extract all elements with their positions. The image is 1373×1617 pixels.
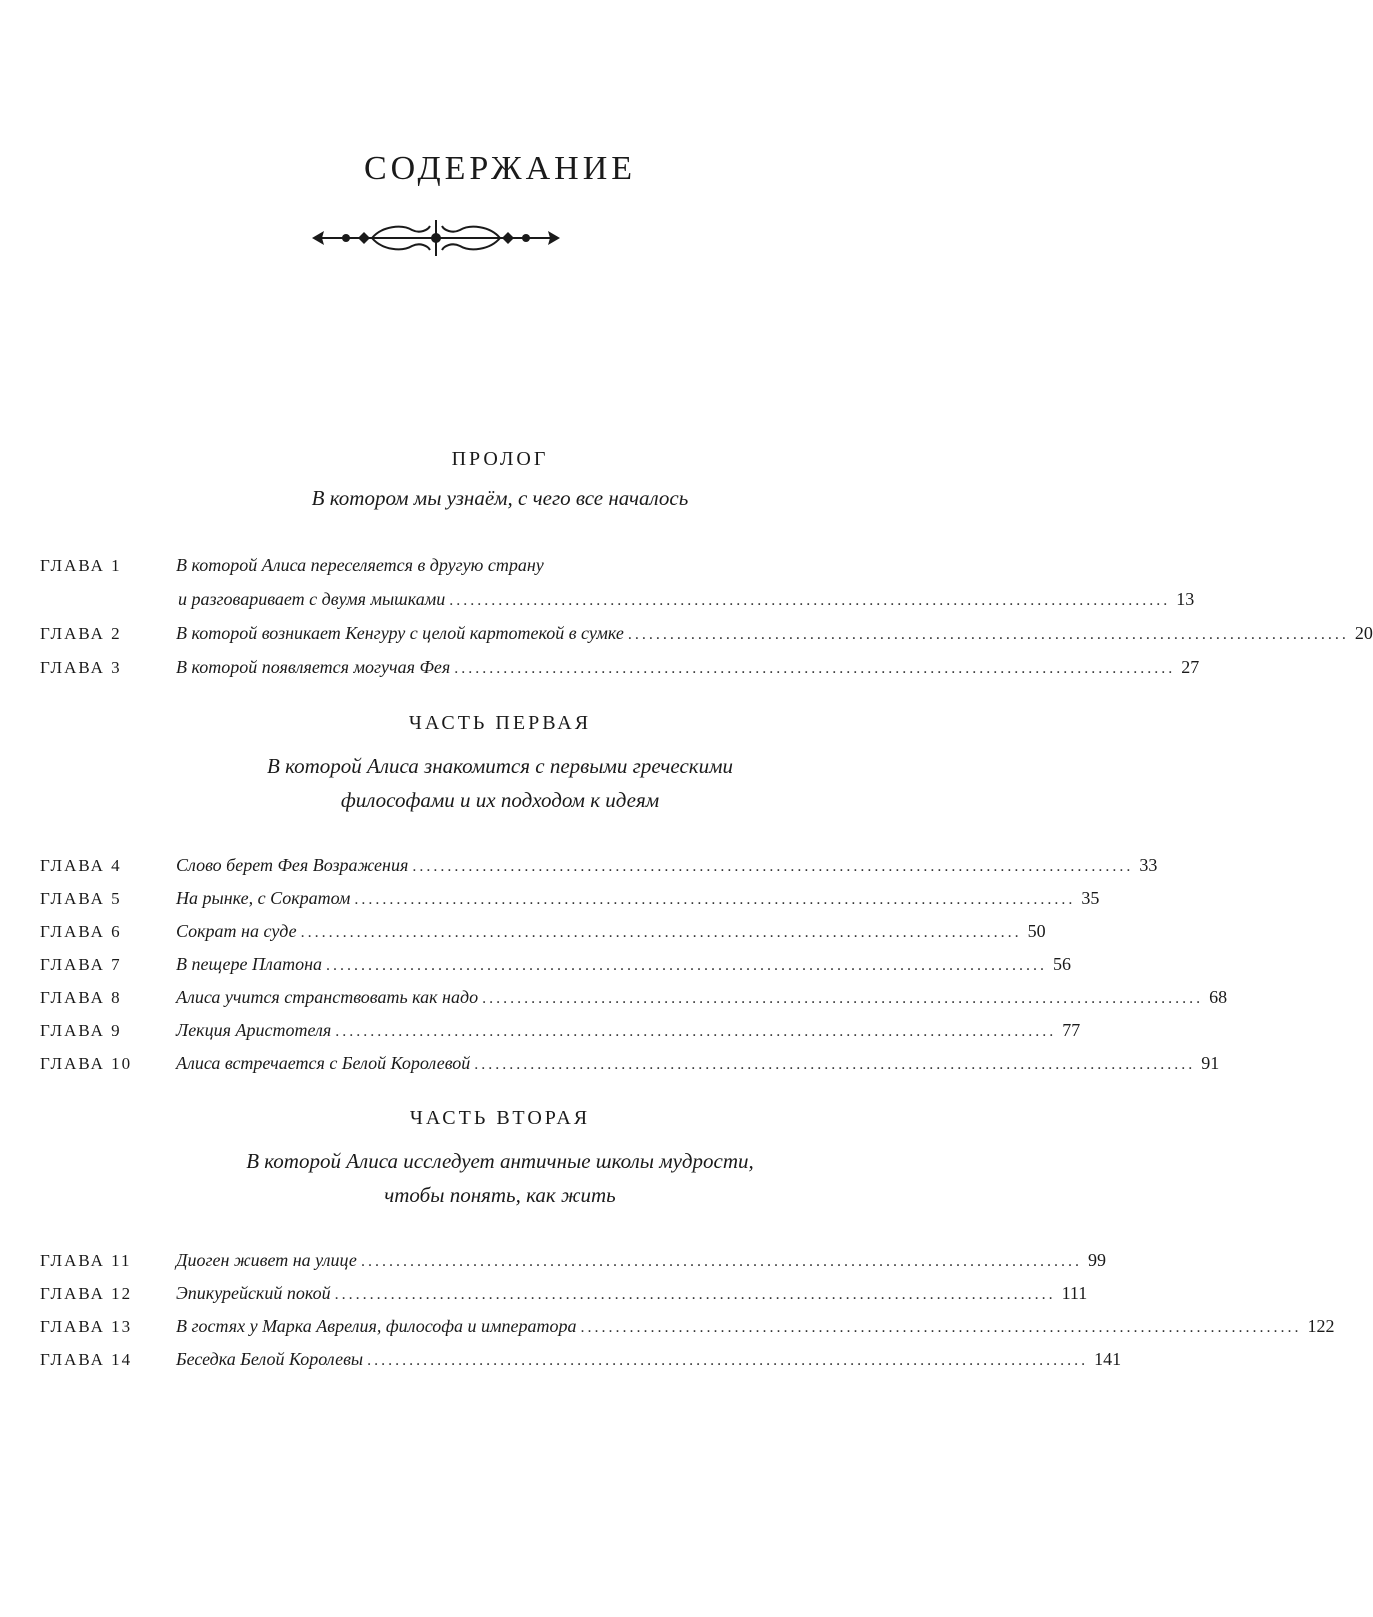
leader-dots: ....................................................................................................... [627, 626, 1349, 643]
chapter-label: ГЛАВА 10 [40, 1054, 133, 1073]
ornament-divider [312, 216, 560, 260]
toc-row-chapter-13[interactable] [40, 1309, 1335, 1337]
chapter-title: Диоген живет на улице [176, 1250, 357, 1270]
page-number: 35 [1081, 888, 1100, 908]
toc-row-chapter-4[interactable] [40, 848, 1158, 876]
chapter-label: ГЛАВА 7 [40, 955, 122, 974]
chapter-title: Слово берет Фея Возражения [176, 855, 409, 875]
leader-dots: ....................................................................................................... [474, 1056, 1196, 1073]
chapter-title: Алиса встречается с Белой Королевой [176, 1053, 471, 1073]
page-number: 111 [1061, 1283, 1088, 1303]
chapter-title: В гостях у Марка Аврелия, философа и императора [176, 1316, 577, 1336]
chapter-title: В которой появляется могучая Фея [176, 657, 451, 677]
toc-row-chapter-14[interactable] [40, 1342, 1122, 1370]
prologue-subtitle: В котором мы узнаём, с чего все началось [311, 486, 689, 510]
page-title: СОДЕРЖАНИЕ [363, 150, 637, 187]
page-number: 122 [1307, 1316, 1335, 1336]
part2-subtitle-line1: В которой Алиса исследует античные школы мудрости, [246, 1149, 754, 1173]
page-number: 77 [1062, 1020, 1081, 1040]
page-number: 20 [1354, 623, 1373, 643]
toc-row-chapter-5[interactable] [40, 881, 1100, 909]
chapter-title: В которой Алиса переселяется в другую страну [176, 555, 544, 575]
toc-row-chapter-1-cont[interactable] [178, 582, 1195, 610]
leader-dots: ....................................................................................................... [326, 957, 1047, 974]
chapter-title-cont: и разговаривает с двумя мышками [178, 589, 446, 609]
part2-title: ЧАСТЬ ВТОРАЯ [409, 1107, 591, 1129]
leader-dots: ....................................................................................................... [335, 1023, 1057, 1040]
page-number: 91 [1201, 1053, 1220, 1073]
leader-dots: ....................................................................................................... [454, 660, 1176, 677]
leader-dots: ....................................................................................................... [412, 858, 1134, 875]
chapter-label: ГЛАВА 4 [40, 856, 122, 875]
chapter-title: Беседка Белой Королевы [176, 1349, 364, 1369]
prologue-title: ПРОЛОГ [451, 448, 549, 470]
page-number: 99 [1087, 1250, 1106, 1270]
toc-row-chapter-8[interactable] [40, 980, 1228, 1008]
page-number: 27 [1181, 657, 1200, 677]
chapter-label: ГЛАВА 6 [40, 922, 122, 941]
chapter-label: ГЛАВА 2 [40, 624, 122, 643]
part1-subtitle-line1: В которой Алиса знакомится с первыми греческими [267, 754, 733, 778]
part2-subtitle-line2: чтобы понять, как жить [384, 1183, 616, 1207]
leader-dots: ....................................................................................................... [354, 891, 1076, 908]
leader-dots: ....................................................................................................... [334, 1286, 1056, 1303]
toc-row-chapter-2[interactable] [40, 616, 1373, 644]
toc-row-chapter-3[interactable] [40, 650, 1200, 678]
toc-row-chapter-10[interactable] [40, 1046, 1220, 1074]
chapter-label: ГЛАВА 11 [40, 1251, 132, 1270]
chapter-label: ГЛАВА 14 [40, 1350, 133, 1369]
leader-dots: ....................................................................................................... [300, 924, 1022, 941]
page-number: 141 [1094, 1349, 1122, 1369]
chapter-label: ГЛАВА 5 [40, 889, 122, 908]
toc-row-chapter-9[interactable] [40, 1013, 1081, 1041]
page-number: 50 [1027, 921, 1046, 941]
prologue-heading [0, 448, 1000, 515]
page-number: 56 [1053, 954, 1071, 974]
chapter-label: ГЛАВА 1 [40, 556, 122, 575]
chapter-label: ГЛАВА 9 [40, 1021, 122, 1040]
leader-dots: ....................................................................................................... [360, 1253, 1082, 1270]
chapter-title: Алиса учится странствовать как надо [176, 987, 479, 1007]
leader-dots: ....................................................................................................... [482, 990, 1204, 1007]
toc-row-chapter-11[interactable] [40, 1243, 1106, 1271]
toc-row-chapter-1[interactable] [40, 548, 826, 576]
chapter-label: ГЛАВА 12 [40, 1284, 133, 1303]
toc-row-chapter-12[interactable] [40, 1276, 1088, 1304]
part1-title: ЧАСТЬ ПЕРВАЯ [408, 712, 592, 734]
chapter-label: ГЛАВА 13 [40, 1317, 133, 1336]
page-number: 68 [1209, 987, 1228, 1007]
chapter-title: Эпикурейский покой [176, 1283, 331, 1303]
chapter-title: На рынке, с Сократом [176, 888, 351, 908]
chapter-title: Лекция Аристотеля [176, 1020, 332, 1040]
page-number: 13 [1176, 589, 1195, 609]
leader-dots: ....................................................................................................... [580, 1319, 1302, 1336]
toc-row-chapter-6[interactable] [40, 914, 1046, 942]
page-number: 33 [1139, 855, 1158, 875]
part2-heading [0, 1107, 1000, 1212]
part1-subtitle-line2: философами и их подходом к идеям [340, 788, 660, 812]
part1-heading [0, 712, 1000, 817]
chapter-title: Сократ на суде [176, 921, 297, 941]
chapter-label: ГЛАВА 3 [40, 658, 122, 677]
leader-dots: ....................................................................................................... [367, 1352, 1089, 1369]
chapter-title: В пещере Платона [176, 954, 322, 974]
chapter-title: В которой возникает Кенгуру с целой картотекой в сумке [176, 623, 624, 643]
chapter-label: ГЛАВА 8 [40, 988, 122, 1007]
leader-dots: ....................................................................................................... [449, 592, 1171, 609]
toc-row-chapter-7[interactable] [40, 947, 1071, 975]
